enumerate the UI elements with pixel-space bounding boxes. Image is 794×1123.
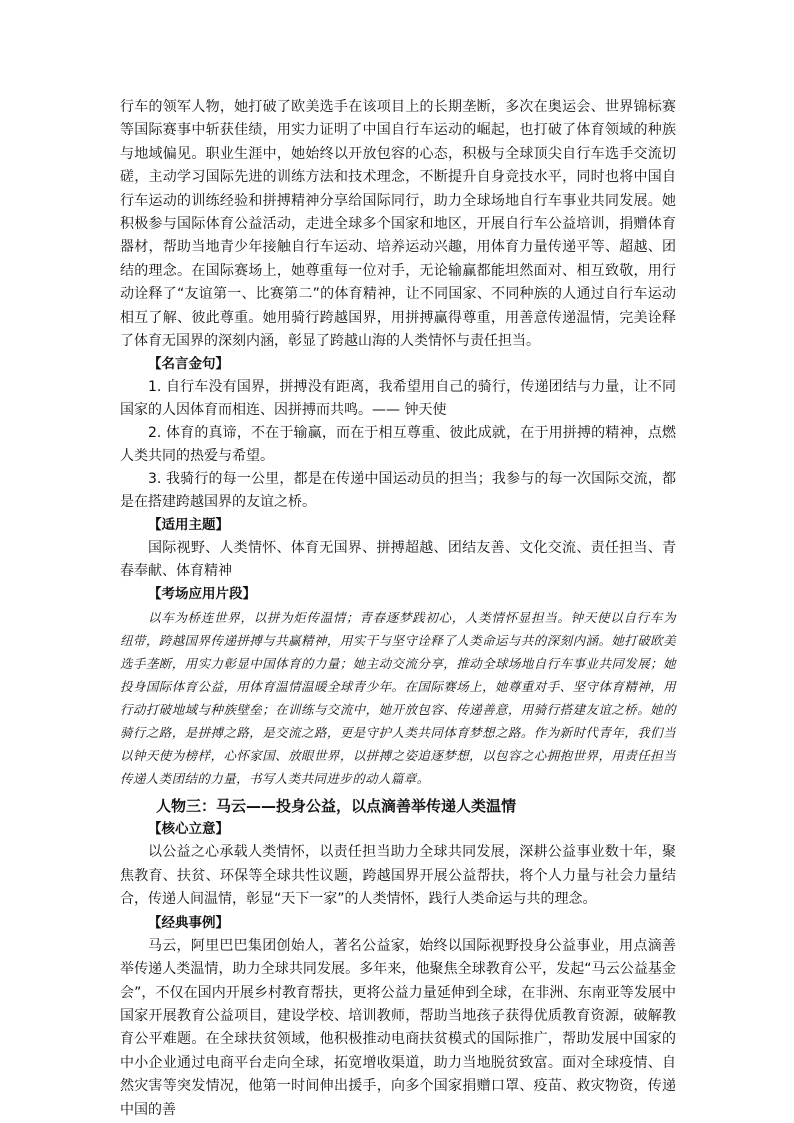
quotes-heading: 【名言金句】: [148, 356, 229, 373]
core-heading: 【核心立意】: [148, 821, 229, 838]
case-text: 马云，阿里巴巴集团创始人，著名公益家，始终以国际视野投身公益事业，用点滴善举传递人类温情，助力全球共同发展。多年来，他聚焦全球教育公平，发起“马云公益基金会”，不仅在国内开展乡村教育帮扶，更将公益力量延伸到全球，在非洲、东南亚等发展中国家开展教育公益项目，建设学校、培训教师，帮助当地孩子获得优质教育资源，破解教育公平难题。在全球扶贫领域，他积极推动电商扶贫模式的国际推广，帮助发展中国家的中小企业通过电商平台走向全球，拓宽增收渠道，助力当地脱贫致富。面对全球疫情、自然灾害等突发情况，他第一时间伸出援手，向多个国家捐赠口罩、疫苗、救灾物资，传递中国的善: [120, 937, 676, 1118]
person3-title: 人物三：马云——投身公益，以点滴善举传递人类温情: [156, 797, 517, 816]
document-page: [120, 96, 676, 1122]
quote-2: 2. 体育的真谛，不在于输赢，而在于相互尊重、彼此成就，在于用拼搏的精神，点燃人类共同的热爱与希望。: [120, 425, 676, 465]
person2-story-tail: 行车的领军人物，她打破了欧美选手在该项目上的长期垄断，多次在奥运会、世界锦标赛等国际赛事中斩获佳绩，用实力证明了中国自行车运动的崛起，也打破了体育领域的种族与地域偏见。职业生涯中，她始终以开放包容的心态，积极与全球顶尖自行车选手交流切磋，主动学习国际先进的训练方法和技术理念，不断提升自身竞技水平，同时也将中国自行车运动的训练经验和拼搏精神分享给国际同行，助力全球场地自行车事业共同发展。她积极参与国际体育公益活动，走进全球多个国家和地区，开展自行车公益培训，捐赠体育器材，帮助当地青少年接触自行车运动、培养运动兴趣，用体育力量传递平等、超越、团结的理念。在国际赛场上，她尊重每一位对手，无论输赢都能坦然面对、相互致敬，用行动诠释了“友谊第一、比赛第二”的体育精神，让不同国家、不同种族的人通过自行车运动相互了解、彼此尊重。她用骑行跨越国界，用拼搏赢得尊重，用善意传递温情，完美诠释了体育无国界的深刻内涵，彰显了跨越山海的人类情怀与责任担当。: [120, 99, 676, 350]
exam-paragraph: 以车为桥连世界，以拼为炬传温情；青春逐梦践初心，人类情怀显担当。钟天使以自行车为纽带，跨越国界传递拼搏与共赢精神，用实干与坚守诠释了人类命运与共的深刻内涵。她打破欧美选手垄断，用实力彰显中国体育的力量；她主动交流分享，推动全球场地自行车事业共同发展；她投身国际体育公益，用体育温情温暖全球青少年。在国际赛场上，她尊重对手、坚守体育精神，用行动打破地域与种族壁垒；在训练与交流中，她开放包容、传递善意，用骑行搭建友谊之桥。她的骑行之路，是拼搏之路，是交流之路，更是守护人类共同体育梦想之路。作为新时代青年，我们当以钟天使为榜样，心怀家国、放眼世界，以拼搏之姿追逐梦想，以包容之心拥抱世界，用责任担当传递人类团结的力量，书写人类共同进步的动人篇章。: [120, 610, 676, 787]
case-heading: 【经典事例】: [148, 914, 229, 931]
exam-heading: 【考场应用片段】: [148, 586, 256, 603]
themes-heading: 【适用主题】: [148, 517, 229, 534]
quote-3: 3. 我骑行的每一公里，都是在传递中国运动员的担当；我参与的每一次国际交流，都是在搭建跨越国界的友谊之桥。: [120, 471, 676, 511]
quote-1: 1. 自行车没有国界，拼搏没有距离，我希望用自己的骑行，传递团结与力量，让不同国家的人因体育而相连、因拼搏而共鸣。—— 钟天使: [120, 379, 676, 419]
themes-text: 国际视野、人类情怀、体育无国界、拼搏超越、团结友善、文化交流、责任担当、青春奉献、体育精神: [120, 540, 676, 580]
core-text: 以公益之心承载人类情怀，以责任担当助力全球共同发展，深耕公益事业数十年，聚焦教育、扶贫、环保等全球共性议题，跨越国界开展公益帮扶，将个人力量与社会力量结合，传递人间温情，彰显“天下一家”的人类情怀，践行人类命运与共的理念。: [120, 844, 676, 908]
